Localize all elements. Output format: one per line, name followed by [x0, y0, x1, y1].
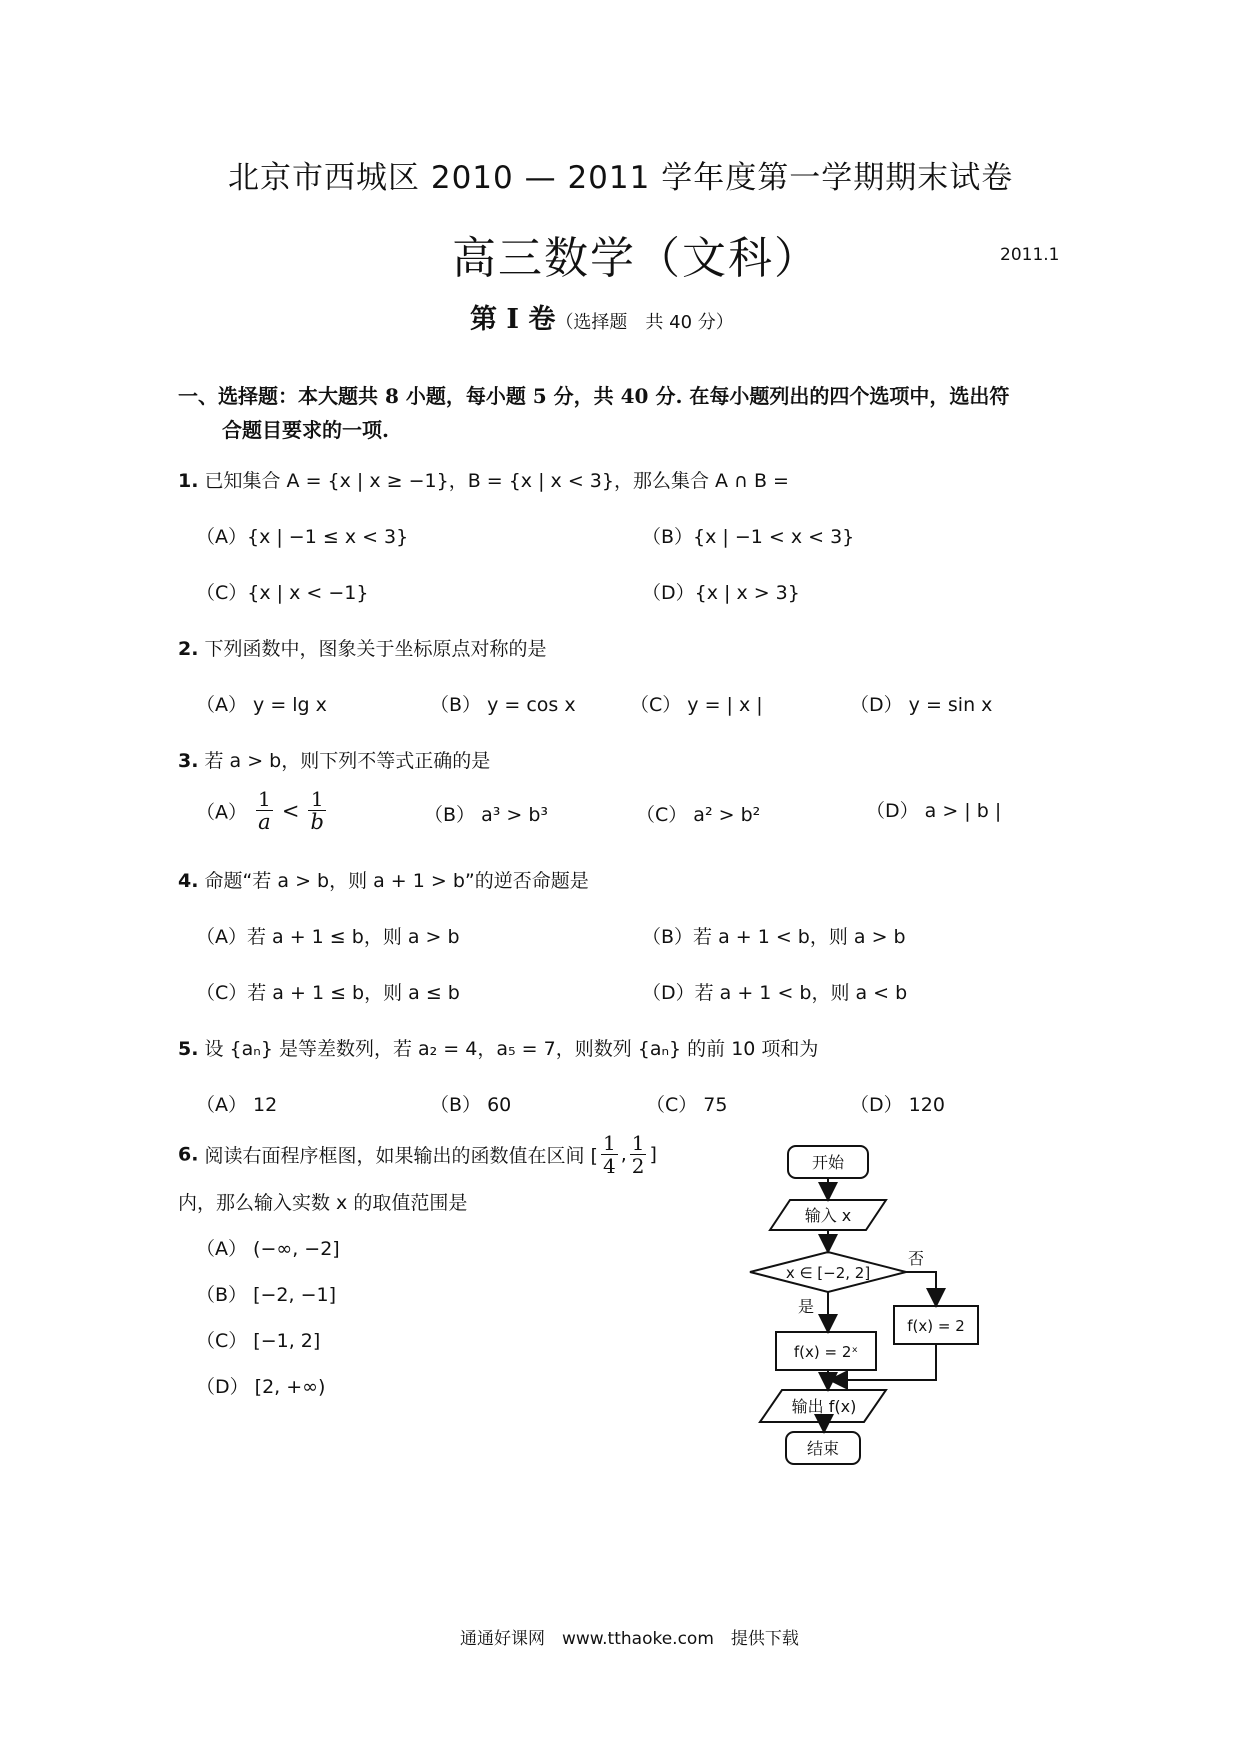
q5-option-d: （D） 120 — [850, 1094, 945, 1116]
q5-option-a: （A） 12 — [196, 1094, 278, 1116]
question-number: 4. — [178, 870, 199, 892]
flowchart-output-label: 输出 f(x) — [791, 1397, 857, 1416]
q2-option-b: （B） y = cos x — [430, 694, 576, 716]
q3-option-a — [196, 788, 329, 834]
exam-title: 北京市西城区 2010 — 2011 学年度第一学期期末试卷 — [228, 160, 1014, 196]
q1-option-a: （A）{x | −1 ≤ x < 3} — [196, 526, 409, 548]
question-text: 命题“若 a > b，则 a + 1 > b”的逆否命题是 — [204, 870, 589, 892]
question-number: 1. — [178, 470, 199, 492]
option-label: （A） — [196, 801, 247, 824]
question-text: 已知集合 A = {x | x ≥ −1}，B = {x | x < 3}，那么集合 A ∩ B = — [204, 470, 789, 492]
section-instructions-line1: 一、选择题：本大题共 8 小题，每小题 5 分，共 40 分. 在每小题列出的四个选项中，选出符 — [178, 384, 1010, 408]
q6-option-c: （C） [−1, 2] — [196, 1330, 321, 1352]
exam-subtitle: 高三数学（文科） — [452, 233, 820, 284]
q1-option-d: （D）{x | x > 3} — [642, 582, 800, 604]
question-3 — [178, 746, 490, 773]
flowchart-no-branch-label: f(x) = 2 — [907, 1317, 965, 1335]
interval-comma: , — [620, 1143, 627, 1166]
q2-option-a: （A） y = lg x — [196, 694, 327, 716]
question-1 — [178, 466, 789, 493]
q4-option-b: （B）若 a + 1 < b，则 a > b — [642, 926, 906, 948]
flowchart-yes-branch-label: f(x) = 2ˣ — [793, 1343, 859, 1361]
flowchart — [740, 1140, 1010, 1470]
part-title: 第 I 卷 — [470, 304, 556, 335]
question-number: 6. — [178, 1143, 199, 1166]
fraction-1-over-a: $\frac{1}{a}$ — [258, 787, 271, 834]
flowchart-yes-label: 是 — [797, 1297, 815, 1316]
question-text: 阅读右面程序框图，如果输出的函数值在区间 [ — [204, 1145, 598, 1167]
q4-option-a: （A）若 a + 1 ≤ b，则 a > b — [196, 926, 460, 948]
flowchart-condition-label: x ∈ [−2, 2] — [785, 1264, 871, 1282]
question-text: 若 a > b，则下列不等式正确的是 — [204, 750, 491, 772]
flowchart-start-label: 开始 — [811, 1153, 845, 1172]
q3-option-b: （B） a³ > b³ — [424, 804, 549, 826]
flowchart-input-label: 输入 x — [804, 1206, 852, 1225]
question-text: 下列函数中，图象关于坐标原点对称的是 — [204, 638, 547, 660]
q4-option-c: （C）若 a + 1 ≤ b，则 a ≤ b — [196, 982, 460, 1004]
q5-option-c: （C） 75 — [646, 1094, 728, 1116]
question-6-line2: 内，那么输入实数 x 的取值范围是 — [178, 1192, 468, 1214]
flowchart-no-label: 否 — [907, 1249, 925, 1268]
less-than-sign: < — [281, 799, 300, 824]
part-note: （选择题 共 40 分） — [555, 312, 734, 333]
question-5 — [178, 1034, 818, 1061]
part-heading — [470, 297, 734, 336]
question-text-end: ] — [649, 1143, 657, 1166]
question-text: 设 {aₙ} 是等差数列，若 a₂ = 4，a₅ = 7，则数列 {aₙ} 的前 10 项和为 — [204, 1038, 819, 1060]
footer-source: 通通好课网 www.tthaoke.com 提供下载 — [460, 1629, 799, 1649]
exam-date: 2011.1 — [1000, 245, 1060, 265]
flowchart-arrow-no — [906, 1272, 936, 1304]
question-number: 3. — [178, 750, 199, 772]
q6-option-d: （D） [2, +∞) — [196, 1376, 326, 1398]
q6-option-a: （A） (−∞, −2] — [196, 1238, 340, 1260]
question-number: 2. — [178, 638, 199, 660]
q3-option-d: （D） a > | b | — [866, 800, 1002, 822]
q4-option-d: （D）若 a + 1 < b，则 a < b — [642, 982, 908, 1004]
q2-option-c: （C） y = | x | — [630, 694, 763, 716]
question-6 — [178, 1132, 657, 1177]
flowchart-end-label: 结束 — [806, 1439, 840, 1458]
q1-option-b: （B）{x | −1 < x < 3} — [642, 526, 855, 548]
fraction-one-quarter: $\frac{1}{4}$ — [602, 1131, 616, 1178]
q6-option-b: （B） [−2, −1] — [196, 1284, 336, 1306]
q1-option-c: （C）{x | x < −1} — [196, 582, 369, 604]
q5-option-b: （B） 60 — [430, 1094, 512, 1116]
question-4 — [178, 866, 589, 893]
question-number: 5. — [178, 1038, 199, 1060]
q3-option-c: （C） a² > b² — [636, 804, 761, 826]
question-2 — [178, 634, 547, 661]
section-instructions-line2: 合题目要求的一项. — [222, 418, 389, 442]
q2-option-d: （D） y = sin x — [850, 694, 993, 716]
fraction-one-half: $\frac{1}{2}$ — [631, 1131, 645, 1178]
fraction-1-over-b: $\frac{1}{b}$ — [310, 787, 324, 834]
